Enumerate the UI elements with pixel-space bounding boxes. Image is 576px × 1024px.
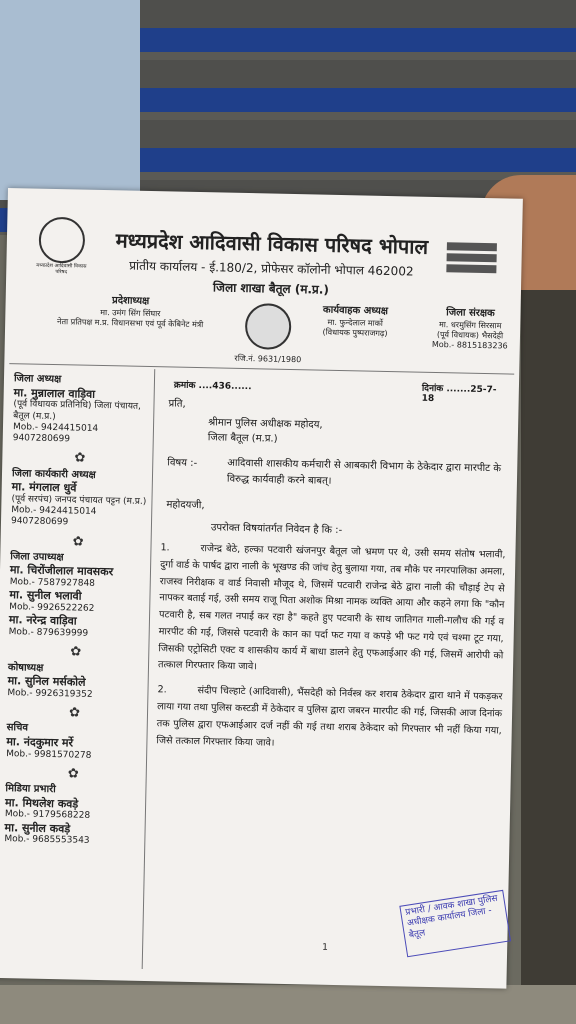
logo-text: मध्यप्रदेश आदिवासी विकास परिषद bbox=[36, 262, 87, 276]
tricolor-flag-icon bbox=[446, 242, 497, 277]
background-dark-strip bbox=[521, 290, 576, 1024]
org-block bbox=[106, 226, 437, 300]
officer-title: प्रदेशाध्यक्ष bbox=[111, 295, 150, 307]
letter-body bbox=[156, 371, 509, 757]
background-floor bbox=[0, 985, 576, 1024]
paragraph-text: राजेन्द्र बेठे, हल्का पटवारी खंजनपुर बैतूल जो भ्रमण पर थे, उसी समय संतोष भलावी, दुर्गा वार्ड के पार्षद द्वारा नाली के भूखण्ड की जांच हेतु बुलाया गया, तब मौके पर नगरपालिका अमला, राजस्व निरीक्षक व वार्ड निवासी मौजूद थे, जिसमें पटवारी राजेन्द्र बेठे द्वारा नाली की चौड़ाई टेप से नापकर बताई गई, उसी समय राजू पिता अशोक मिश्रा नामक व्यक्ति आया और कहने लगा कि "कौन पटवारी है, सब गलत नपाई कर रहा है" कहते हुए पटवारी के साथ जातिगत गाली-गलौच की गई व मारपीट की गई, जिससे पटवारी के कान का पर्दा फट गया व कपड़े भी फट गये एवं चश्मा टूट गया, जिसकी एट्रोसिटी एक्ट व शासकीय कार्य में बाधा डालने हेतु एफआईआर की गई, जिसमें आरोपी को तत्काल गिरफ्तार किया जावे। bbox=[157, 543, 506, 673]
officer-name: मा. उमंग सिंग सिंघार bbox=[100, 307, 161, 318]
ornament-flower-icon: ✿ bbox=[74, 450, 86, 466]
member-mobile: Mob.- 9424415014 9407280699 bbox=[10, 505, 97, 528]
member-block bbox=[6, 722, 142, 762]
branch-name: जिला शाखा बैतूल (म.प्र.) bbox=[212, 280, 330, 297]
subject-text: आदिवासी शासकीय कर्मचारी से आबकारी विभाग के ठेकेदार द्वारा मारपीट के विरुद्ध कार्यवाही करने बाबत्। bbox=[226, 457, 502, 487]
member-name: मा. मंगलाल धुर्वे bbox=[11, 480, 77, 495]
member-role: जिला उपाध्यक्ष bbox=[10, 550, 64, 563]
letter-paper bbox=[0, 188, 523, 989]
member-name: मा. मुन्नालाल वाड़िवा bbox=[13, 385, 96, 401]
officer-detail: (पूर्व विधायक) भैसदेही bbox=[436, 329, 504, 340]
officer-name: मा. फुन्देलाल मार्को bbox=[327, 317, 384, 328]
member-role: मिडिया प्रभारी bbox=[5, 783, 56, 796]
member-block bbox=[13, 373, 149, 447]
member-name: मा. सुनील भलावी bbox=[9, 588, 82, 603]
letterhead bbox=[4, 188, 523, 379]
background-arm bbox=[0, 0, 140, 200]
member-block bbox=[4, 783, 140, 848]
salutation: महोदयजी, bbox=[166, 499, 205, 512]
ref-number: क्रमांक ....436...... bbox=[173, 380, 252, 393]
officer-patron bbox=[420, 307, 521, 352]
member-role: सचिव bbox=[6, 722, 29, 734]
officer-title: कार्यवाहक अध्यक्ष bbox=[322, 304, 389, 317]
emblem-logo-icon bbox=[38, 217, 85, 264]
member-detail: (पूर्व सरपंच) जनपद पंचायत पट्टन (म.प्र.) bbox=[11, 493, 147, 507]
member-mobile: Mob.- 9179568228 bbox=[4, 809, 91, 822]
addressee bbox=[208, 416, 509, 451]
subject-row bbox=[167, 454, 508, 493]
addressee-line: श्रीमान पुलिस अधीक्षक महोदय, bbox=[208, 417, 323, 431]
officer-acting-president bbox=[300, 304, 411, 339]
office-address: प्रांतीय कार्यालय - ई.180/2, प्रोफेसर कॉलोनी भोपाल 462002 bbox=[129, 258, 414, 279]
ornament-flower-icon: ✿ bbox=[72, 533, 84, 550]
member-name: मा. नरेन्द्र वाड़िवा bbox=[8, 613, 77, 628]
member-role: कोषाध्यक्ष bbox=[7, 661, 44, 674]
registration-number: रजि.नं. 9631/1980 bbox=[234, 353, 302, 365]
subject-label: विषय :- bbox=[167, 457, 198, 470]
member-mobile: Mob.- 9926319352 bbox=[7, 687, 93, 700]
member-name: मा. सुनिल मर्सकोले bbox=[7, 674, 86, 689]
member-role: जिला अध्यक्ष bbox=[13, 373, 62, 386]
officer-president bbox=[55, 294, 206, 330]
ornament-flower-icon: ✿ bbox=[70, 644, 82, 660]
ref-label: क्रमांक bbox=[173, 380, 196, 391]
member-block bbox=[7, 662, 143, 702]
paragraph-text: संदीप चिल्हाटे (आदिवासी), भैंसदेही को निर्वस्त्र कर शराब ठेकेदार द्वारा थाने में पकड़कर लाया गया तथा पुलिस कस्टडी में ठेकेदार व पुलिस द्वारा जबरन मारपीट की गई, जिसकी आज दिनांक तक पुलिस द्वारा एफआईआर दर्ज नहीं की गई तथा शराब ठेकेदार को गिरफ्तार भी नहीं किया गया, जिसे तत्काल गिरफ्तार किया जावे। bbox=[156, 685, 503, 749]
intro-line: उपरोक्त विषयांतर्गत निवेदन है कि :- bbox=[210, 522, 343, 537]
ornament-flower-icon: ✿ bbox=[67, 766, 79, 782]
member-name: मा. मिथलेश कवड़े bbox=[5, 795, 79, 811]
addressee-line: जिला बैतूल (म.प्र.) bbox=[207, 431, 278, 445]
officer-mobile: Mob.- 8815183236 bbox=[431, 339, 508, 350]
org-name: मध्यप्रदेश आदिवासी विकास परिषद भोपाल bbox=[115, 228, 429, 259]
member-name: मा. चिरोंजीलाल मावसकर bbox=[9, 563, 114, 579]
letter-date: दिनांक .......25-7-18 bbox=[421, 383, 497, 404]
officer-detail: (विधायक पुष्पराजगढ़) bbox=[322, 327, 388, 338]
member-mobile: Mob.- 9685553543 bbox=[4, 834, 90, 847]
officer-title: जिला संरक्षक bbox=[446, 307, 495, 320]
page-number: 1 bbox=[322, 942, 328, 953]
date-label: दिनांक bbox=[421, 383, 444, 395]
member-detail: (पूर्व विधायक प्रतिनिधि) जिला पंचायत, बैतूल (म.प्र.) bbox=[13, 399, 142, 422]
paragraph-number: 1. bbox=[160, 542, 170, 554]
ref-value: 436 bbox=[212, 381, 232, 392]
member-mobile: Mob.- 9424415014 9407280699 bbox=[12, 421, 99, 445]
ornament-flower-icon: ✿ bbox=[68, 705, 81, 721]
member-name: मा. सुनील कवड़े bbox=[4, 820, 71, 835]
member-block bbox=[9, 551, 146, 641]
paragraph bbox=[158, 540, 506, 681]
to-line: प्रति, bbox=[168, 398, 186, 410]
paragraph-number: 2. bbox=[157, 684, 167, 696]
member-mobile: Mob.- 9926522262 bbox=[9, 602, 95, 614]
member-name: मा. नंदकुमार मर्रे bbox=[6, 734, 74, 750]
sidebar-members bbox=[4, 373, 149, 853]
date-value: 25-7-18 bbox=[421, 384, 497, 404]
officer-name: मा. धरमुसिंग सिरसाम bbox=[438, 319, 502, 330]
member-mobile: Mob.- 879639999 bbox=[8, 627, 89, 639]
member-mobile: Mob.- 7587927848 bbox=[9, 577, 96, 589]
society-seal-icon bbox=[245, 303, 292, 350]
officer-detail: नेता प्रतिपक्ष म.प्र. विधानसभा एवं पूर्व केबिनेट मंत्री bbox=[57, 316, 204, 329]
member-block bbox=[11, 468, 147, 531]
member-mobile: Mob.- 9981570278 bbox=[6, 748, 92, 761]
paragraph bbox=[156, 682, 502, 756]
member-role: जिला कार्यकारी अध्यक्ष bbox=[11, 467, 96, 481]
received-stamp: प्रभारी / आवक शाखा पुलिस अधीक्षक कार्यालय जिला - बैतूल bbox=[399, 890, 511, 957]
